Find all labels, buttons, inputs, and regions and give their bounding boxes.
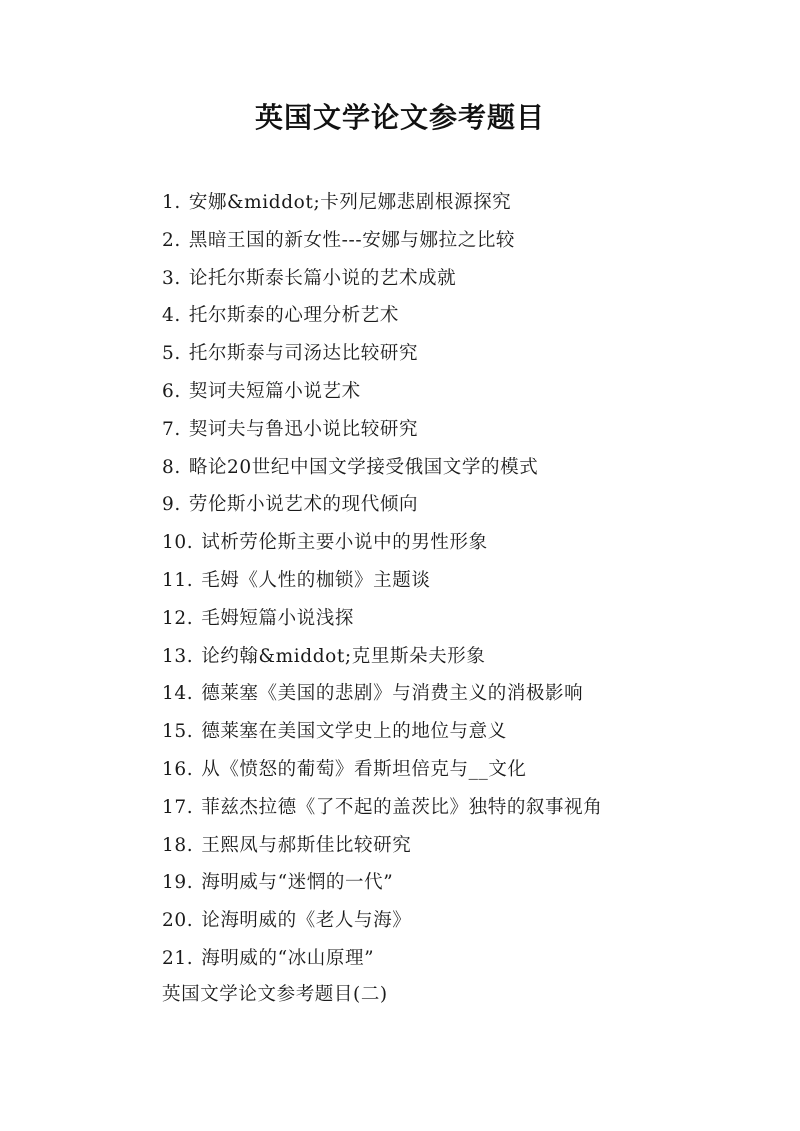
list-item-number: 19. — [162, 872, 194, 894]
list-item — [162, 264, 602, 302]
list-item-number: 4. — [162, 305, 181, 327]
list-item-number: 15. — [162, 721, 194, 743]
list-item — [162, 188, 602, 226]
list-item-text: 契诃夫与鲁迅小说比较研究 — [188, 418, 419, 440]
list-item — [162, 642, 602, 680]
list-item-text: 从《愤怒的葡萄》看斯坦倍克与__文化 — [201, 758, 527, 780]
list-item — [162, 453, 602, 491]
list-item-number: 20. — [162, 910, 194, 932]
list-item-text: 试析劳伦斯主要小说中的男性形象 — [201, 532, 488, 554]
list-item-text: 安娜&middot;卡列尼娜悲剧根源探究 — [188, 192, 512, 213]
list-item-number: 16. — [162, 758, 194, 780]
list-item — [162, 679, 602, 717]
list-item-number: 14. — [162, 683, 194, 705]
list-item-text: 劳伦斯小说艺术的现代倾向 — [188, 494, 419, 516]
list-item-text: 契诃夫短篇小说艺术 — [188, 380, 361, 402]
list-item-text: 海明威的“冰山原理” — [201, 947, 375, 969]
list-item — [162, 868, 602, 906]
list-item — [162, 301, 602, 339]
list-item — [162, 906, 602, 944]
section-subtitle: 英国文学论文参考题目(二) — [162, 984, 388, 1005]
list-item-text: 菲兹杰拉德《了不起的盖茨比》独特的叙事视角 — [201, 796, 603, 818]
list-item-number: 10. — [162, 532, 194, 554]
list-item-number: 12. — [162, 607, 194, 629]
list-item-number: 3. — [162, 267, 181, 289]
list-item — [162, 339, 602, 377]
list-item-text: 黑暗王国的新女性---安娜与娜拉之比较 — [188, 229, 516, 251]
list-item — [162, 944, 602, 982]
list-item-text: 德莱塞《美国的悲剧》与消费主义的消极影响 — [201, 683, 584, 705]
list-item-text: 王熙凤与郝斯佳比较研究 — [201, 834, 412, 856]
list-item — [162, 226, 602, 264]
list-item-text: 毛姆短篇小说浅探 — [201, 607, 355, 629]
list-item-number: 9. — [162, 494, 181, 516]
list-item-number: 17. — [162, 796, 194, 818]
list-item-number: 11. — [162, 569, 194, 591]
list-item-number: 7. — [162, 418, 181, 440]
list-item-text: 略论20世纪中国文学接受俄国文学的模式 — [188, 456, 539, 478]
list-item — [162, 831, 602, 869]
list-item-text: 托尔斯泰的心理分析艺术 — [188, 305, 399, 327]
topic-list — [162, 188, 602, 982]
list-item-number: 1. — [162, 192, 181, 213]
list-item-text: 论海明威的《老人与海》 — [201, 910, 412, 932]
list-item-number: 5. — [162, 343, 181, 365]
list-item-number: 8. — [162, 456, 181, 478]
list-item — [162, 490, 602, 528]
list-item-text: 海明威与“迷惘的一代” — [201, 872, 394, 894]
list-item-number: 21. — [162, 947, 194, 969]
list-item — [162, 793, 602, 831]
list-item-text: 托尔斯泰与司汤达比较研究 — [188, 343, 419, 365]
list-item — [162, 377, 602, 415]
list-item — [162, 604, 602, 642]
list-item — [162, 755, 602, 793]
list-item-text: 毛姆《人性的枷锁》主题谈 — [201, 569, 431, 591]
list-item-number: 18. — [162, 834, 194, 856]
list-item-number: 13. — [162, 645, 194, 667]
list-item-text: 德莱塞在美国文学史上的地位与意义 — [201, 721, 507, 743]
document-title: 英国文学论文参考题目 — [254, 101, 545, 134]
list-item — [162, 415, 602, 453]
list-item-number: 6. — [162, 380, 181, 402]
list-item-number: 2. — [162, 229, 181, 251]
list-item — [162, 566, 602, 604]
list-item-text: 论约翰&middot;克里斯朵夫形象 — [201, 645, 486, 667]
list-item — [162, 528, 602, 566]
list-item — [162, 717, 602, 755]
list-item-text: 论托尔斯泰长篇小说的艺术成就 — [188, 267, 457, 289]
